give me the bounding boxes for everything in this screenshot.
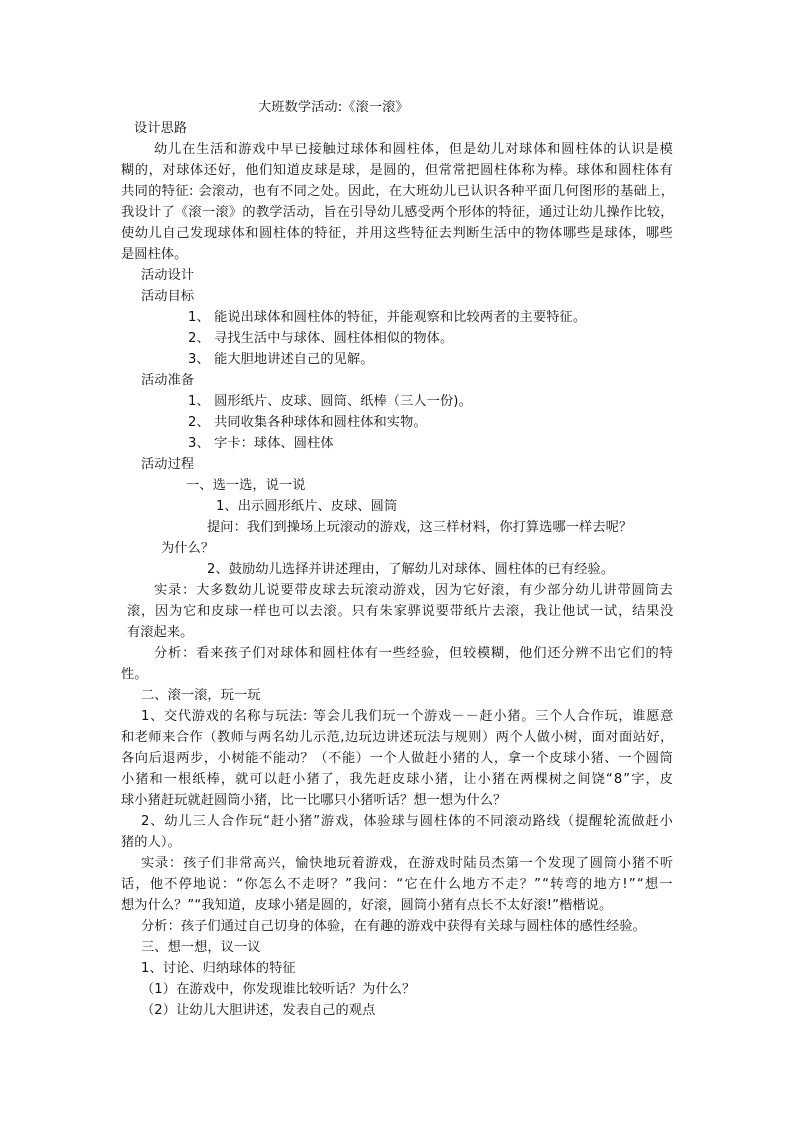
record-line: 实录：大多数幼儿说要带皮球去玩滚动游戏，因为它好滚，有少部分幼儿讲带圆筒去 — [154, 583, 674, 598]
analysis-line: 性。 — [121, 667, 148, 682]
design-line: 幼儿在生活和游戏中早已接触过球体和圆柱体，但是幼儿对球体和圆柱体的认识是模 — [154, 142, 674, 157]
paragraph-line: 和老师来合作（教师与两名幼儿示范,边玩边讲述玩法与规则）两个人做小树，面对面站好， — [121, 730, 674, 745]
list-item: （2）让幼儿大胆讲述，发表自己的观点 — [141, 1003, 376, 1018]
list-item: 1、出示圆形纸片、皮球、圆筒 — [216, 499, 398, 514]
section-heading: 三、想一想，议一议 — [141, 940, 261, 955]
paragraph-line: 2、幼儿三人合作玩“赶小猪”游戏，体验球与圆柱体的不同滚动路线（提醒轮流做赶小 — [141, 814, 674, 829]
design-line: 共同的特征: 会滚动，也有不同之处。因此，在大班幼儿已认识各种平面几何图形的基础上， — [121, 184, 675, 199]
paragraph-line: 各向后退两步，小树能不能动？（不能）一个人做赶小猪的人，拿一个皮球小猪、一个圆筒 — [121, 751, 674, 766]
record-line: 滚，因为它和皮球一样也可以去滚。只有朱家骅说要带纸片去滚，我让他试一试，结果没 — [127, 604, 675, 619]
prep-heading: 活动准备 — [141, 373, 195, 388]
prep-item: 1、 圆形纸片、皮球、圆筒、纸棒（三人一份)。 — [188, 394, 472, 409]
goal-item: 3、 能大胆地讲述自己的见解。 — [188, 352, 374, 367]
list-item: 2、鼓励幼儿选择并讲述理由，了解幼儿对球体、圆柱体的已有经验。 — [207, 562, 615, 577]
record-line: 想为什么？”“我知道，皮球小猪是圆的，好滚，圆筒小猪有点长不太好滚!”楷楷说。 — [121, 898, 613, 913]
analysis-line: 分析：看来孩子们对球体和圆柱体有一些经验，但较模糊，他们还分辨不出它们的特 — [154, 646, 674, 661]
record-line: 话，他不停地说：“你怎么不走呀？”我问：“它在什么地方不走？”“转弯的地方!”“想一 — [121, 877, 674, 892]
record-line: 实录：孩子们非常高兴，愉快地玩着游戏，在游戏时陆员杰第一个发现了圆筒小猪不听 — [141, 856, 674, 871]
design-line: 是圆柱体。 — [121, 247, 188, 262]
goal-item: 1、 能说出球体和圆柱体的特征，并能观察和比较两者的主要特征。 — [188, 310, 587, 325]
page-title: 大班数学活动:《滚一滚》 — [258, 100, 409, 115]
design-line: 糊的，对球体还好，他们知道皮球是球，是圆的，但常常把圆柱体称为棒。球体和圆柱体有 — [121, 163, 674, 178]
list-item: 1、讨论、归纳球体的特征 — [141, 961, 296, 976]
prep-item: 2、 共同收集各种球体和圆柱体和实物。 — [188, 415, 427, 430]
goals-heading: 活动目标 — [141, 289, 195, 304]
design-line: 使幼儿自己发现球体和圆柱体的特征，并用这些特征去判断生活中的物体哪些是球体，哪些 — [121, 226, 674, 241]
analysis-line: 分析：孩子们通过自己切身的体验，在有趣的游戏中获得有关球与圆柱体的感性经验。 — [141, 919, 646, 934]
paragraph-line: 小猪和一根纸棒，就可以赶小猪了，我先赶皮球小猪，让小猪在两棵树之间饶“8”字，皮 — [121, 772, 674, 787]
question-text: 为什么？ — [161, 541, 215, 556]
process-heading: 活动过程 — [141, 457, 195, 472]
paragraph-line: 1、交代游戏的名称与玩法: 等会儿我们玩一个游戏－－赶小猪。三个人合作玩，谁愿意 — [141, 709, 674, 724]
section-heading: 二、滚一滚，玩一玩 — [141, 688, 261, 703]
list-item: （1）在游戏中，你发现谁比较听话？为什么？ — [141, 982, 416, 997]
activity-design-heading: 活动设计 — [141, 268, 195, 283]
prep-item: 3、 字卡：球体、圆柱体 — [188, 436, 334, 451]
design-line: 我设计了《滚一滚》的教学活动，旨在引导幼儿感受两个形体的特征，通过让幼儿操作比较， — [121, 205, 674, 220]
paragraph-line: 球小猪赶玩就赶圆筒小猪，比一比哪只小猪听话？想一想为什么？ — [121, 793, 507, 808]
paragraph-line: 猪的人）。 — [121, 835, 181, 850]
record-line: 有滚起来。 — [127, 625, 194, 640]
goal-item: 2、 寻找生活中与球体、圆柱体相似的物体。 — [188, 331, 454, 346]
question-text: 提问：我们到操场上玩滚动的游戏，这三样材料，你打算选哪一样去呢？ — [207, 520, 633, 535]
section-heading: 一、选一选，说一说 — [186, 478, 306, 493]
design-heading: 设计思路 — [134, 121, 188, 136]
